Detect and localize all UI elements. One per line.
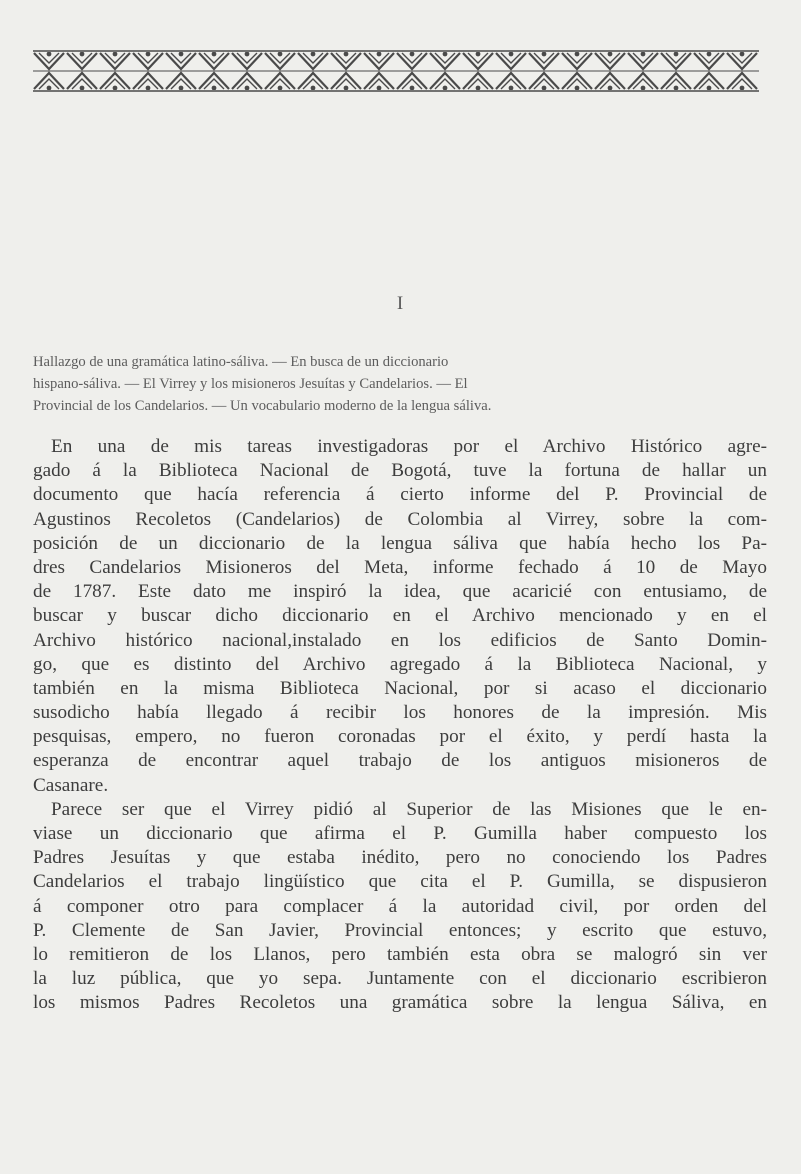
text-line: esperanza de encontrar aquel trabajo de los antiguos misioneros de bbox=[33, 750, 767, 772]
text-line: posición de un diccionario de la lengua sáliva que había hecho los Pa- bbox=[33, 532, 767, 554]
chapter-summary bbox=[33, 351, 766, 417]
text-line: documento que hacía referencia á cierto informe del P. Provincial de bbox=[33, 484, 767, 506]
text-line: Parece ser que el Virrey pidió al Superior de las Misiones que le en- bbox=[51, 798, 767, 820]
text-line: á componer otro para complacer á la autoridad civil, por orden del bbox=[33, 895, 767, 917]
text-line: P. Clemente de San Javier, Provincial entonces; y escrito que estuvo, bbox=[33, 919, 767, 941]
text-line: lo remitieron de los Llanos, pero también esta obra se malogró sin ver bbox=[33, 943, 767, 965]
text-line: de 1787. Este dato me inspiró la idea, que acaricié con entusiamo, de bbox=[33, 581, 767, 603]
text-line: go, que es distinto del Archivo agregado á la Biblioteca Nacional, y bbox=[33, 653, 767, 675]
text-line: la luz pública, que yo sepa. Juntamente con el diccionario escribieron bbox=[33, 968, 767, 990]
text-line: dres Candelarios Misioneros del Meta, informe fechado á 10 de Mayo bbox=[33, 556, 767, 578]
text-line: los mismos Padres Recoletos una gramática sobre la lengua Sáliva, en bbox=[33, 992, 767, 1014]
text-line: Casanare. bbox=[33, 774, 109, 796]
text-line: también en la misma Biblioteca Nacional, por si acaso el diccionario bbox=[33, 677, 767, 699]
body-text bbox=[33, 435, 767, 1016]
text-line: Agustinos Recoletos (Candelarios) de Colombia al Virrey, sobre la com- bbox=[33, 508, 767, 530]
chapter-number: I bbox=[396, 293, 405, 314]
text-line: Candelarios el trabajo lingüístico que cita el P. Gumilla, se dispusieron bbox=[33, 871, 767, 893]
ornament-band-icon bbox=[33, 50, 759, 92]
summary-line: Provincial de los Candelarios. — Un vocabulario moderno de la lengua sáliva. bbox=[33, 398, 492, 414]
text-line: susodicho había llegado á recibir los honores de la impresión. Mis bbox=[33, 702, 767, 724]
text-line: En una de mis tareas investigadoras por el Archivo Histórico agre- bbox=[51, 436, 767, 457]
paragraph-2 bbox=[33, 798, 767, 1016]
text-line: pesquisas, empero, no fueron coronadas por el éxito, y perdí hasta la bbox=[33, 726, 767, 748]
summary-line: hispano-sáliva. — El Virrey y los misioneros Jesuítas y Candelarios. — El bbox=[33, 376, 468, 392]
text-line: viase un diccionario que afirma el P. Gumilla haber compuesto los bbox=[33, 823, 767, 844]
summary-line: Hallazgo de una gramática latino-sáliva. — En busca de un diccionario bbox=[33, 354, 449, 370]
text-line: gado á la Biblioteca Nacional de Bogotá, tuve la fortuna de hallar un bbox=[33, 460, 767, 482]
paragraph-1 bbox=[33, 435, 767, 798]
text-line: Archivo histórico nacional,instalado en los edificios de Santo Domin- bbox=[33, 629, 767, 651]
text-line: buscar y buscar dicho diccionario en el Archivo mencionado y en el bbox=[33, 605, 767, 627]
text-line: Padres Jesuítas y que estaba inédito, pero no conociendo los Padres bbox=[33, 847, 767, 869]
